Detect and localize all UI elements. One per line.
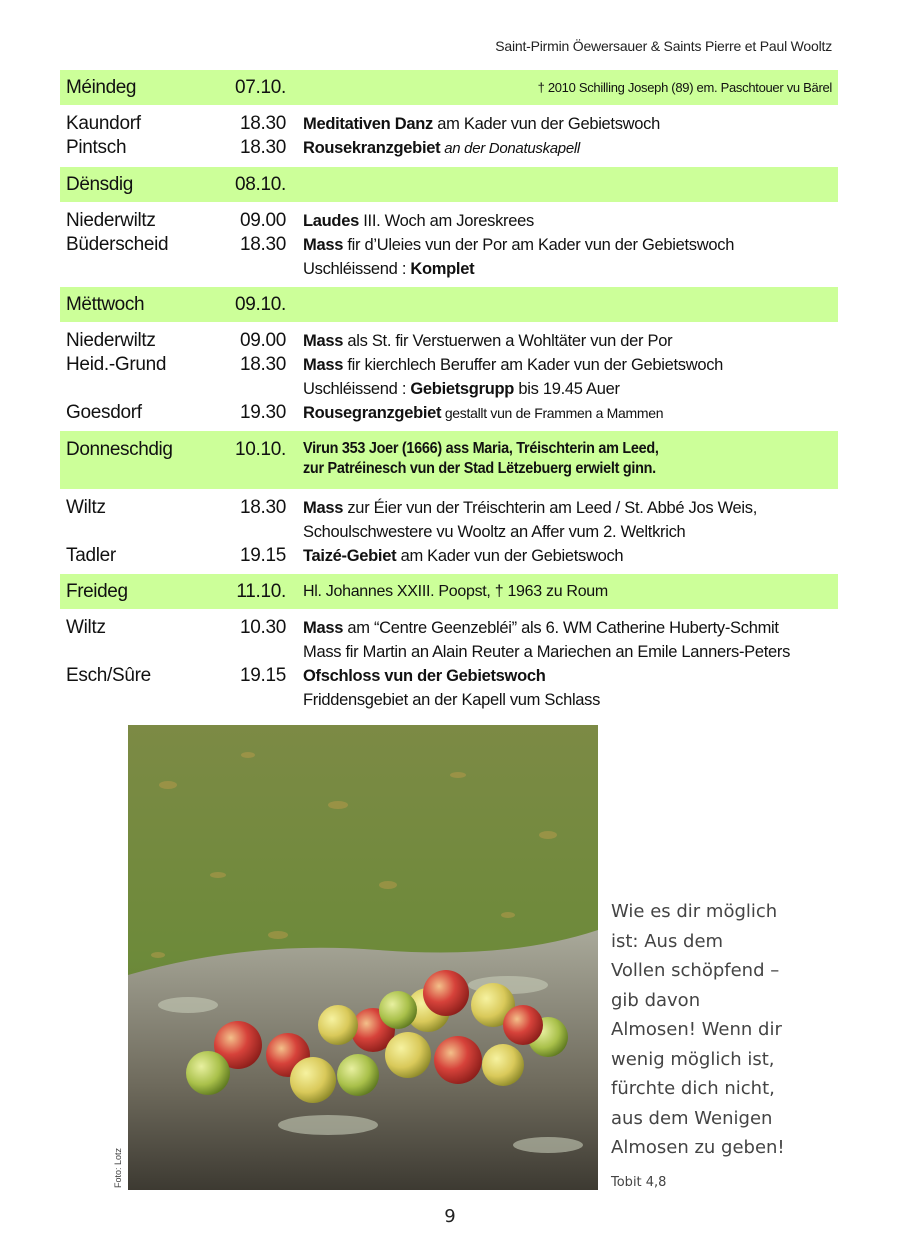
event-title: Meditativen Danz (303, 115, 433, 133)
event-place: Kaundorf (66, 113, 141, 134)
event-text (303, 112, 660, 136)
event-place (60, 377, 216, 401)
event-time: 19.15 (239, 545, 286, 566)
event-title: Mass (303, 356, 344, 374)
day-name: Méindeg (66, 76, 137, 98)
event-time (216, 688, 286, 712)
event-detail: fir d’Uleies vun der Por am Kader vun der Gebietswoch (343, 236, 735, 254)
event-detail: Mass fir Martin an Alain Reuter a Mariechen an Emile Lanners-Peters (303, 643, 791, 661)
event-place: Pintsch (66, 137, 127, 158)
day-row-freideg (60, 574, 838, 609)
quote-line: Vollen schöpfend – (611, 960, 780, 981)
event-time (216, 520, 286, 544)
quote-line: wenig möglich ist, (611, 1048, 775, 1070)
event-detail: Schoulschwestere vu Wooltz an Affer vum 2. Weltkrich (303, 523, 686, 541)
event-time: 19.15 (239, 665, 286, 686)
event-text (303, 233, 734, 257)
quote-source: Tobit 4,8 (611, 1175, 667, 1190)
event-time: 09.00 (239, 330, 286, 351)
event-text (303, 664, 546, 688)
event-time: 18.30 (239, 497, 286, 518)
event-detail: III. Woch am Joreskrees (358, 212, 534, 230)
day-description-line: zur Patréinesch vun der Stad Lëtzebuerg erwielt ginn. (303, 460, 656, 477)
event-place: Niederwiltz (66, 330, 156, 351)
event-text (303, 688, 600, 712)
event-row (60, 233, 838, 257)
apples-photo (128, 725, 598, 1190)
event-place: Wiltz (66, 497, 106, 518)
event-text (303, 544, 623, 568)
event-text (303, 209, 534, 233)
event-row (60, 353, 838, 377)
event-place (60, 520, 216, 544)
quote-line: Almosen! Wenn dir (611, 1019, 782, 1040)
day-row-donneschdig (60, 431, 838, 489)
event-text (303, 136, 580, 161)
event-place: Wiltz (66, 617, 106, 638)
photo-credit: Foto: Lotz (113, 1147, 123, 1188)
event-title: Ofschloss vun der Gebietswoch (303, 667, 546, 685)
day-date: 09.10. (234, 293, 286, 315)
event-detail: am Kader vun der Gebietswoch (396, 547, 624, 565)
apples-illustration (128, 725, 598, 1190)
event-title: Taizé-Gebiet (303, 547, 397, 565)
event-row (60, 496, 838, 520)
event-row (60, 664, 838, 688)
event-text (303, 329, 672, 353)
day-name: Freideg (66, 580, 128, 602)
day-note: † 2010 Schilling Joseph (89) em. Paschtouer vu Bärel (537, 80, 832, 95)
day-row-mettwoch (60, 287, 838, 322)
quote-line: aus dem Wenigen (611, 1107, 773, 1129)
events-densdig (60, 202, 838, 287)
event-text (303, 377, 620, 401)
events-donneschdig (60, 489, 838, 574)
day-name: Donneschdig (66, 439, 173, 460)
event-title: Mass (303, 499, 344, 517)
event-place: Goesdorf (66, 402, 142, 423)
event-row (60, 688, 838, 712)
event-row (60, 257, 838, 281)
event-place (60, 640, 216, 664)
event-row (60, 209, 838, 233)
event-time: 09.00 (239, 210, 286, 231)
event-row (60, 640, 838, 664)
event-title: Rousegranzgebiet (303, 404, 442, 422)
event-title: Mass (303, 619, 344, 637)
event-detail: am “Centre Geenzebléi” als 6. WM Catherine Huberty-Schmit (343, 619, 779, 637)
events-meindeg (60, 105, 838, 167)
day-name: Mëttwoch (66, 293, 145, 315)
quote-line: ist: Aus dem (611, 930, 724, 952)
day-date: 11.10. (236, 580, 286, 602)
event-place: Büderscheid (66, 234, 169, 255)
day-date: 10.10. (234, 439, 286, 460)
event-place: Heid.-Grund (66, 354, 167, 375)
event-time: 10.30 (239, 617, 286, 638)
event-title: Komplet (410, 260, 475, 278)
event-text (303, 353, 723, 377)
event-time: 18.30 (239, 113, 286, 134)
event-title: Gebietsgrupp (410, 380, 515, 398)
event-detail: Friddensgebiet an der Kapell vum Schlass (303, 691, 601, 709)
day-name: Dënsdig (66, 173, 133, 195)
event-text (303, 257, 474, 281)
event-prefix: Uschléissend : (303, 380, 411, 398)
event-time: 18.30 (239, 354, 286, 375)
event-time: 19.30 (239, 402, 286, 423)
event-row (60, 377, 838, 401)
day-description: Hl. Johannes XXIII. Poopst, † 1963 zu Roum (303, 582, 608, 600)
event-detail: bis 19.45 Auer (514, 380, 620, 398)
event-title: Rousekranzgebiet (303, 139, 441, 157)
event-row (60, 544, 838, 568)
day-date: 08.10. (234, 173, 286, 195)
day-description-line: Virun 353 Joer (1666) ass Maria, Tréischterin am Leed, (303, 440, 659, 457)
quote-line: Almosen zu geben! (611, 1137, 785, 1158)
event-detail: fir kierchlech Beruffer am Kader vun der Gebietswoch (343, 356, 724, 374)
day-description (303, 431, 659, 479)
events-freideg (60, 609, 838, 718)
event-prefix: Uschléissend : (303, 260, 411, 278)
event-row (60, 329, 838, 353)
events-mettwoch (60, 322, 838, 431)
event-text (303, 640, 790, 664)
event-time: 18.30 (239, 234, 286, 255)
event-detail: als St. fir Verstuerwen a Wohltäter vun der Por (343, 332, 673, 350)
event-time (216, 257, 286, 281)
day-date: 07.10. (234, 76, 286, 98)
day-row-meindeg (60, 70, 838, 105)
event-time (216, 640, 286, 664)
event-text (303, 520, 685, 544)
event-text (303, 616, 779, 640)
event-place (60, 688, 216, 712)
day-row-densdig (60, 167, 838, 202)
event-detail: an der Donatuskapell (440, 140, 580, 157)
page-header: Saint-Pirmin Öewersauer & Saints Pierre et Paul Wooltz (495, 38, 832, 54)
quote-line: Wie es dir möglich (611, 901, 778, 922)
event-detail: zur Éier vun der Tréischterin am Leed / St. Abbé Jos Weis, (343, 499, 758, 517)
event-place (60, 257, 216, 281)
event-place: Niederwiltz (66, 210, 156, 231)
event-text (303, 496, 757, 520)
event-detail: gestallt vun de Frammen a Mammen (441, 405, 664, 421)
event-time (216, 377, 286, 401)
event-title: Mass (303, 236, 344, 254)
event-row (60, 520, 838, 544)
event-time: 18.30 (239, 137, 286, 158)
liturgy-schedule (60, 70, 838, 718)
event-row (60, 136, 838, 161)
event-title: Mass (303, 332, 344, 350)
event-place: Esch/Sûre (66, 665, 151, 686)
page-number: 9 (444, 1206, 456, 1227)
event-row (60, 112, 838, 136)
quote-line: fürchte dich nicht, (611, 1078, 775, 1099)
event-text (303, 401, 663, 425)
event-detail: am Kader vun der Gebietswoch (432, 115, 660, 133)
event-place: Tadler (66, 545, 116, 566)
bible-quote (611, 897, 841, 1163)
event-row (60, 616, 838, 640)
quote-line: gib davon (611, 989, 701, 1011)
event-title: Laudes (303, 212, 359, 230)
event-row (60, 401, 838, 425)
